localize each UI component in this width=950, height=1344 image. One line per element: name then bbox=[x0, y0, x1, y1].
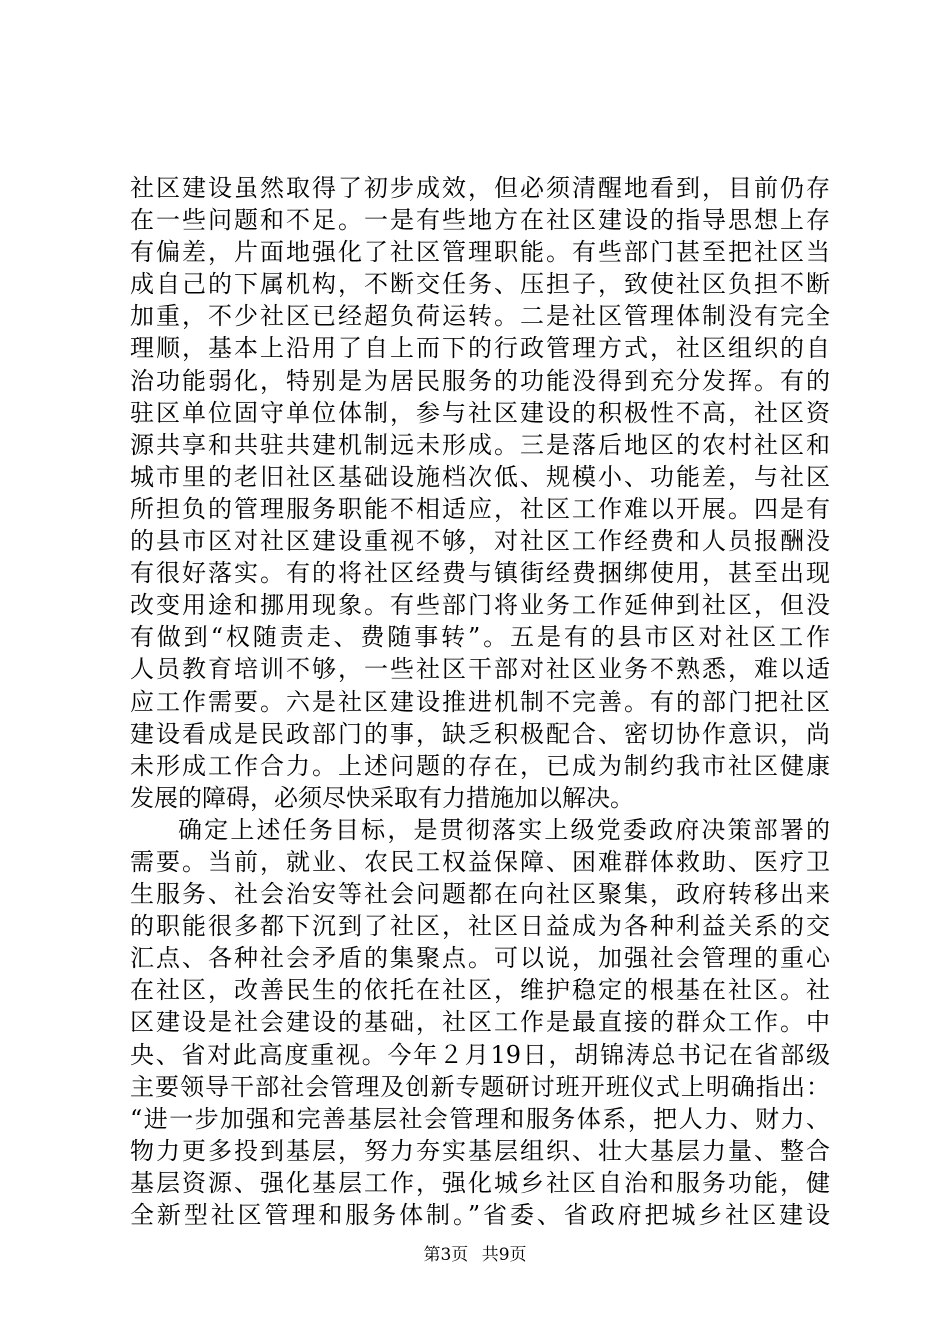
text-line: 人员教育培训不够，一些社区干部对社区业务不熟悉，难以适 bbox=[130, 655, 830, 684]
text-line: 主要领导干部社会管理及创新专题研讨班开班仪式上明确指出： bbox=[130, 1072, 830, 1101]
text-line: 有做到“权随责走、费随事转”。五是有的县市区对社区工作 bbox=[130, 623, 830, 652]
text-line: 需要。当前，就业、农民工权益保障、困难群体救助、医疗卫 bbox=[130, 847, 830, 876]
paragraph-task-goals bbox=[130, 814, 830, 1231]
text-line: 成自己的下属机构，不断交任务、压担子，致使社区负担不断 bbox=[130, 270, 830, 299]
text-line: 城市里的老旧社区基础设施档次低、规模小、功能差，与社区 bbox=[130, 462, 830, 491]
text-line: 在社区，改善民生的依托在社区，维护稳定的根基在社区。社 bbox=[130, 976, 830, 1005]
text-line: 有偏差，片面地强化了社区管理职能。有些部门甚至把社区当 bbox=[130, 238, 830, 267]
text-line: 建设看成是民政部门的事，缺乏积极配合、密切协作意识，尚 bbox=[130, 719, 830, 748]
page-number: 第3页 bbox=[423, 1245, 469, 1265]
text-line: 改变用途和挪用现象。有些部门将业务工作延伸到社区，但没 bbox=[130, 591, 830, 620]
text-line: 央、省对此高度重视。今年２月19日，胡锦涛总书记在省部级 bbox=[130, 1040, 830, 1069]
paragraph-problems bbox=[130, 172, 830, 814]
text-line: 所担负的管理服务职能不相适应，社区工作难以开展。四是有 bbox=[130, 494, 830, 523]
text-line: 生服务、社会治安等社会问题都在向社区聚集，政府转移出来 bbox=[130, 880, 830, 909]
text-line: “进一步加强和完善基层社会管理和服务体系，把人力、财力、 bbox=[130, 1104, 830, 1133]
text-line: 确定上述任务目标，是贯彻落实上级党委政府决策部署的 bbox=[178, 815, 830, 844]
text-line: 社区建设虽然取得了初步成效，但必须清醒地看到，目前仍存 bbox=[130, 174, 830, 202]
text-line: 驻区单位固守单位体制，参与社区建设的积极性不高，社区资 bbox=[130, 398, 830, 427]
text-line: 未形成工作合力。上述问题的存在，已成为制约我市社区健康 bbox=[130, 751, 830, 780]
text-line: 全新型社区管理和服务体制。”省委、省政府把城乡社区建设 bbox=[130, 1201, 830, 1229]
text-line: 理顺，基本上沿用了自上而下的行政管理方式，社区组织的自 bbox=[130, 334, 830, 363]
text-line: 在一些问题和不足。一是有些地方在社区建设的指导思想上存 bbox=[130, 206, 830, 235]
text-line: 发展的障碍，必须尽快采取有力措施加以解决。 bbox=[130, 783, 634, 812]
text-line: 物力更多投到基层，努力夯实基层组织、壮大基层力量、整合 bbox=[130, 1136, 830, 1165]
text-line: 基层资源、强化基层工作，强化城乡社区自治和服务功能，健 bbox=[130, 1168, 830, 1197]
text-line: 有很好落实。有的将社区经费与镇街经费捆绑使用，甚至出现 bbox=[130, 559, 830, 588]
text-line: 的职能很多都下沉到了社区，社区日益成为各种利益关系的交 bbox=[130, 912, 830, 941]
text-line: 源共享和共驻共建机制远未形成。三是落后地区的农村社区和 bbox=[130, 430, 830, 459]
page-footer bbox=[0, 1243, 950, 1267]
text-line: 应工作需要。六是社区建设推进机制不完善。有的部门把社区 bbox=[130, 687, 830, 716]
text-line: 区建设是社会建设的基础，社区工作是最直接的群众工作。中 bbox=[130, 1008, 830, 1037]
text-line: 的县市区对社区建设重视不够，对社区工作经费和人员报酬没 bbox=[130, 527, 830, 556]
text-line: 加重，不少社区已经超负荷运转。二是社区管理体制没有完全 bbox=[130, 302, 830, 331]
text-line: 汇点、各种社会矛盾的集聚点。可以说，加强社会管理的重心 bbox=[130, 944, 830, 973]
body-text bbox=[130, 172, 830, 1231]
page-total: 共9页 bbox=[481, 1245, 527, 1265]
text-line: 治功能弱化，特别是为居民服务的功能没得到充分发挥。有的 bbox=[130, 366, 830, 395]
